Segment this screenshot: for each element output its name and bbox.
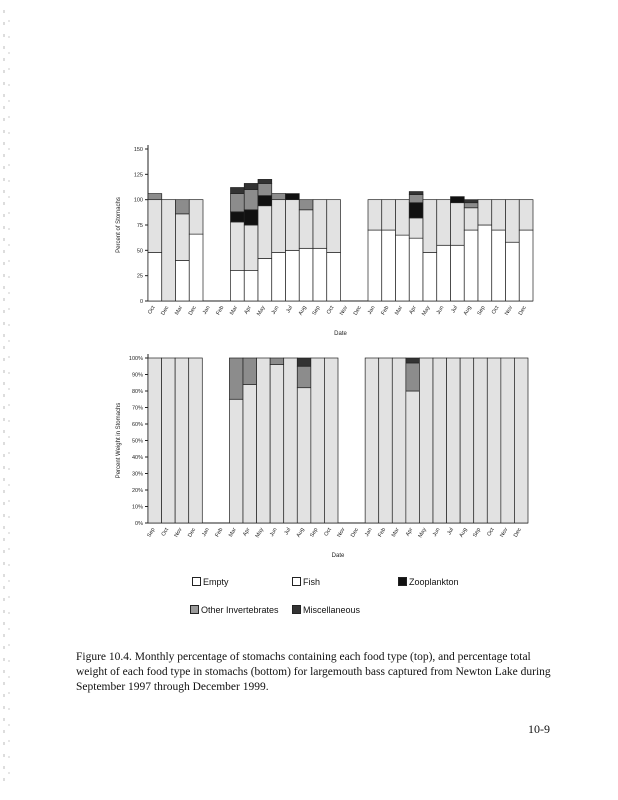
bar-segment-empty bbox=[286, 250, 300, 301]
x-tick-label: Nov bbox=[339, 305, 350, 317]
legend-zooplankton bbox=[398, 577, 459, 587]
bar-segment-fish bbox=[148, 358, 162, 523]
bar-segment-other-invertebrates bbox=[176, 200, 190, 214]
y-tick-label: 100 bbox=[133, 197, 143, 204]
legend-label-zooplankton: Zooplankton bbox=[409, 577, 459, 587]
bar-segment-fish bbox=[447, 358, 461, 523]
bar-segment-fish bbox=[272, 200, 286, 253]
y-tick-label: 125 bbox=[133, 172, 143, 179]
x-tick-label: May bbox=[417, 527, 428, 539]
y-tick-label: 80% bbox=[131, 389, 143, 395]
bar-segment-empty bbox=[327, 252, 341, 301]
bar-segment-empty bbox=[313, 248, 327, 301]
bar-segment-zooplankton bbox=[231, 212, 245, 222]
bar-segment-other-invertebrates bbox=[231, 194, 245, 212]
y-axis-title: Percent Weight in Stomachs bbox=[116, 402, 122, 479]
bar-segment-miscellaneous bbox=[258, 179, 272, 183]
bar-segment-other-invertebrates bbox=[272, 194, 286, 200]
bar-segment-empty bbox=[409, 238, 423, 301]
bar-segment-fish bbox=[189, 200, 203, 234]
bar-segment-fish bbox=[257, 358, 271, 523]
y-tick-label: 75 bbox=[136, 223, 143, 229]
scan-edge-marks bbox=[0, 0, 14, 800]
x-tick-label: May bbox=[256, 305, 267, 317]
legend-label-empty: Empty bbox=[203, 577, 229, 587]
bar-segment-zooplankton bbox=[286, 194, 300, 200]
bar-segment-fish bbox=[365, 358, 379, 523]
bar-segment-zooplankton bbox=[258, 196, 272, 206]
bar-segment-other-invertebrates bbox=[270, 358, 284, 365]
bar-segment-fish bbox=[492, 200, 506, 230]
x-axis-title: Date bbox=[334, 331, 347, 337]
x-tick-label: Jul bbox=[450, 305, 460, 315]
bar-segment-fish bbox=[258, 206, 272, 259]
y-tick-label: 20% bbox=[131, 488, 143, 494]
bar-segment-fish bbox=[409, 218, 423, 238]
x-tick-label: Mar bbox=[228, 527, 238, 539]
x-tick-label: Aug bbox=[462, 305, 473, 317]
bar-segment-empty bbox=[478, 225, 492, 301]
bar-segment-miscellaneous bbox=[464, 200, 478, 203]
bar-segment-fish bbox=[437, 200, 451, 246]
x-tick-label: Sep bbox=[311, 305, 322, 317]
y-tick-label: 30% bbox=[131, 471, 143, 478]
x-tick-label: Jan bbox=[201, 527, 211, 538]
y-tick-label: 0% bbox=[135, 521, 143, 527]
legend-swatch-empty bbox=[192, 577, 201, 586]
x-tick-label: Feb bbox=[214, 527, 225, 539]
x-tick-label: Feb bbox=[377, 527, 388, 539]
bar-segment-other-invertebrates bbox=[258, 183, 272, 195]
x-tick-label: Mar bbox=[390, 527, 401, 539]
legend-fish bbox=[292, 577, 320, 587]
y-tick-label: 10% bbox=[131, 504, 143, 511]
y-tick-label: 25 bbox=[136, 273, 143, 280]
bar-segment-empty bbox=[244, 271, 258, 301]
legend-swatch-zooplankton bbox=[398, 577, 407, 586]
bar-segment-fish bbox=[419, 358, 433, 523]
bar-segment-empty bbox=[272, 252, 286, 301]
bar-segment-other-invertebrates bbox=[243, 358, 257, 384]
chart-stomach-percent bbox=[118, 140, 538, 350]
bar-segment-fish bbox=[379, 358, 393, 523]
bar-segment-fish bbox=[406, 391, 420, 523]
x-tick-label: Jun bbox=[435, 305, 446, 316]
bar-segment-empty bbox=[258, 258, 272, 301]
x-tick-label: Apr bbox=[404, 527, 415, 538]
bar-segment-fish bbox=[519, 200, 533, 230]
bar-segment-miscellaneous bbox=[297, 358, 311, 366]
bar-segment-fish bbox=[433, 358, 447, 523]
bar-segment-other-invertebrates bbox=[148, 194, 162, 200]
bar-segment-fish bbox=[284, 358, 298, 523]
bar-segment-fish bbox=[229, 399, 243, 523]
y-tick-label: 150 bbox=[133, 147, 143, 153]
bar-segment-fish bbox=[478, 200, 492, 225]
bar-segment-fish bbox=[324, 358, 338, 523]
bar-segment-fish bbox=[243, 384, 257, 523]
y-tick-label: 0 bbox=[139, 299, 143, 305]
bar-segment-fish bbox=[231, 222, 245, 271]
bar-segment-empty bbox=[299, 248, 313, 301]
y-tick-label: 40% bbox=[131, 455, 143, 461]
x-tick-label: Aug bbox=[295, 527, 306, 539]
bar-segment-empty bbox=[148, 252, 162, 301]
bar-segment-fish bbox=[162, 358, 176, 523]
bar-segment-empty bbox=[176, 260, 190, 301]
bar-segment-fish bbox=[175, 358, 189, 523]
x-tick-label: Nov bbox=[336, 527, 347, 539]
y-axis-title: Percent of Stomachs bbox=[116, 197, 122, 253]
x-tick-label: Jan bbox=[366, 305, 377, 316]
x-tick-label: Oct bbox=[147, 305, 157, 316]
bar-segment-empty bbox=[423, 252, 437, 301]
x-tick-label: Oct bbox=[486, 527, 496, 538]
x-tick-label: Oct bbox=[323, 527, 333, 538]
legend-swatch-other-invertebrates bbox=[190, 605, 199, 614]
bar-segment-fish bbox=[270, 365, 284, 523]
bar-segment-fish bbox=[392, 358, 406, 523]
bar-segment-other-invertebrates bbox=[464, 203, 478, 208]
y-tick-label: 70% bbox=[131, 405, 143, 412]
bar-segment-fish bbox=[176, 214, 190, 261]
bar-segment-empty bbox=[368, 230, 382, 301]
bar-segment-other-invertebrates bbox=[406, 363, 420, 391]
legend-swatch-fish bbox=[292, 577, 301, 586]
x-tick-label: Dec bbox=[512, 527, 523, 539]
x-tick-label: Feb bbox=[215, 305, 226, 317]
x-tick-label: Dec bbox=[187, 305, 198, 317]
legend-other-invertebrates bbox=[190, 605, 279, 615]
bar-segment-other-invertebrates bbox=[297, 366, 311, 387]
x-tick-label: Nov bbox=[173, 527, 184, 539]
x-tick-label: Oct bbox=[490, 305, 501, 316]
bar-segment-fish bbox=[487, 358, 501, 523]
y-tick-label: 90% bbox=[131, 372, 143, 379]
x-tick-label: Jul bbox=[285, 305, 295, 315]
x-tick-label: Nov bbox=[504, 305, 515, 317]
bar-segment-fish bbox=[327, 200, 341, 253]
bar-segment-empty bbox=[382, 230, 396, 301]
x-tick-label: Jan bbox=[201, 305, 212, 316]
y-tick-label: 60% bbox=[131, 422, 143, 428]
x-tick-label: Dec bbox=[350, 527, 361, 539]
x-tick-label: Feb bbox=[380, 305, 391, 317]
bar-segment-fish bbox=[148, 200, 162, 253]
x-tick-label: Sep bbox=[146, 527, 157, 539]
legend-swatch-miscellaneous bbox=[292, 605, 301, 614]
legend-miscellaneous bbox=[292, 605, 360, 615]
bar-segment-empty bbox=[464, 230, 478, 301]
bar-segment-empty bbox=[451, 245, 465, 301]
x-tick-label: Apr bbox=[243, 305, 253, 316]
bar-segment-other-invertebrates bbox=[229, 358, 243, 399]
bar-segment-miscellaneous bbox=[409, 192, 423, 195]
bar-segment-fish bbox=[501, 358, 515, 523]
x-tick-label: Mar bbox=[394, 305, 405, 317]
y-tick-label: 50% bbox=[131, 438, 143, 445]
bar-segment-fish bbox=[514, 358, 528, 523]
bar-segment-fish bbox=[396, 200, 410, 235]
bar-segment-empty bbox=[437, 245, 451, 301]
bar-segment-fish bbox=[474, 358, 488, 523]
x-tick-label: Aug bbox=[297, 305, 308, 317]
bar-segment-miscellaneous bbox=[406, 358, 420, 363]
x-tick-label: Aug bbox=[458, 527, 469, 539]
x-tick-label: Jun bbox=[270, 305, 281, 316]
bar-segment-fish bbox=[368, 200, 382, 230]
x-tick-label: Jan bbox=[364, 527, 374, 538]
bar-segment-miscellaneous bbox=[244, 183, 258, 189]
x-tick-label: Oct bbox=[160, 527, 171, 538]
bar-segment-empty bbox=[519, 230, 533, 301]
bar-segment-empty bbox=[231, 271, 245, 301]
chart-weight-percent bbox=[106, 352, 546, 567]
bar-segment-fish bbox=[244, 225, 258, 271]
bar-segment-fish bbox=[464, 208, 478, 230]
bar-segment-fish bbox=[451, 203, 465, 246]
bar-segment-fish bbox=[286, 200, 300, 251]
bar-segment-empty bbox=[189, 234, 203, 301]
bar-segment-fish bbox=[311, 358, 325, 523]
bar-segment-fish bbox=[423, 200, 437, 253]
bar-segment-zooplankton bbox=[244, 210, 258, 225]
bar-segment-fish bbox=[313, 200, 327, 249]
bar-segment-fish bbox=[162, 200, 176, 301]
bar-segment-fish bbox=[460, 358, 474, 523]
x-tick-label: Dec bbox=[160, 305, 171, 317]
x-tick-label: Mar bbox=[174, 305, 185, 317]
x-tick-label: Jul bbox=[446, 527, 456, 537]
x-tick-label: Sep bbox=[472, 527, 483, 539]
x-axis-title: Date bbox=[331, 553, 345, 559]
legend-label-other-invertebrates: Other Invertebrates bbox=[201, 605, 279, 615]
bar-segment-other-invertebrates bbox=[409, 195, 423, 203]
x-tick-label: May bbox=[421, 305, 432, 317]
x-tick-label: Sep bbox=[309, 527, 320, 539]
x-tick-label: Mar bbox=[229, 305, 240, 317]
bar-segment-zooplankton bbox=[409, 203, 423, 218]
bar-segment-miscellaneous bbox=[231, 188, 245, 194]
x-tick-label: Jul bbox=[283, 527, 293, 537]
bar-segment-other-invertebrates bbox=[244, 190, 258, 210]
x-tick-label: Nov bbox=[499, 527, 510, 539]
bar-segment-empty bbox=[506, 242, 520, 301]
bar-segment-fish bbox=[299, 210, 313, 249]
x-tick-label: May bbox=[254, 527, 266, 539]
legend-label-miscellaneous: Miscellaneous bbox=[303, 605, 361, 615]
x-tick-label: Apr bbox=[408, 305, 418, 316]
legend-label-fish: Fish bbox=[303, 577, 321, 587]
bar-segment-fish bbox=[382, 200, 396, 230]
bar-segment-empty bbox=[396, 235, 410, 301]
bar-segment-empty bbox=[492, 230, 506, 301]
x-tick-label: Jun bbox=[431, 527, 442, 538]
figure-caption: Figure 10.4. Monthly percentage of stomachs containing each food type (top), and percentage total weight of each food type in stomachs (bottom) for largemouth bass captured from Newton Lake during September 1997 through December 1999. bbox=[76, 651, 551, 693]
bar-segment-fish bbox=[297, 388, 311, 523]
bar-segment-fish bbox=[506, 200, 520, 243]
bar-segment-fish bbox=[189, 358, 203, 523]
x-tick-label: Dec bbox=[352, 305, 363, 317]
y-tick-label: 50 bbox=[136, 248, 143, 255]
legend-empty bbox=[192, 577, 229, 587]
x-tick-label: Dec bbox=[187, 527, 198, 539]
page-number: 10-9 bbox=[528, 722, 550, 736]
x-tick-label: Jun bbox=[269, 527, 279, 538]
x-tick-label: Oct bbox=[325, 305, 336, 316]
bar-segment-other-invertebrates bbox=[299, 200, 313, 210]
x-tick-label: Sep bbox=[476, 305, 487, 317]
x-tick-label: Dec bbox=[517, 305, 528, 317]
x-tick-label: Apr bbox=[242, 527, 252, 538]
y-tick-label: 100% bbox=[128, 356, 143, 362]
bar-segment-zooplankton bbox=[451, 197, 465, 203]
